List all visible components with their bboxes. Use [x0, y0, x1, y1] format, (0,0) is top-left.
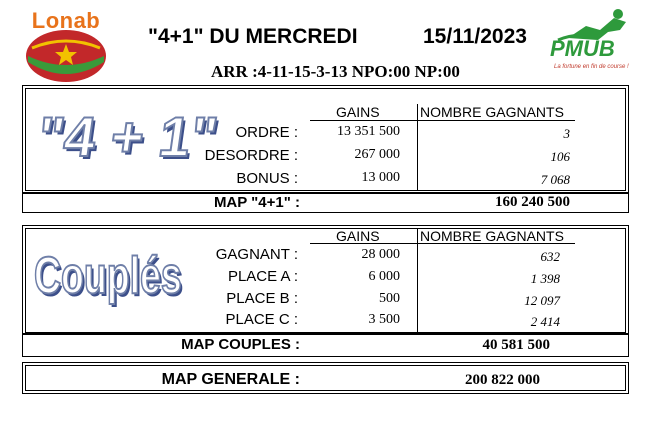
col-header-gagnants: NOMBRE GAGNANTS [420, 104, 564, 120]
row-gains: 6 000 [368, 269, 400, 284]
row-gains: 28 000 [361, 247, 400, 262]
pmub-tagline: La fortune en fin de course ! [554, 64, 629, 70]
pmub-wordmark: PMUB [550, 36, 615, 61]
col-header-gagnants: NOMBRE GAGNANTS [420, 228, 564, 244]
row-gains: 13 000 [361, 170, 400, 185]
row-gains: 267 000 [354, 147, 400, 162]
map-generale-label: MAP GENERALE : [161, 371, 300, 388]
row-label: DESORDRE : [204, 147, 298, 164]
row-label: GAGNANT : [215, 246, 298, 263]
row-gagnants: 3 [563, 126, 570, 141]
lonab-wordmark: Lonab [31, 8, 101, 33]
map-couples-divider [22, 333, 629, 335]
section-couples-art-title: Couplés [34, 247, 182, 305]
row-label: BONUS : [236, 170, 298, 187]
pmub-logo [548, 4, 648, 86]
row-gagnants: 106 [550, 149, 570, 164]
row-gagnants: 632 [540, 249, 560, 264]
map-couples-value: 40 581 500 [482, 337, 550, 353]
map-41-value: 160 240 500 [495, 194, 570, 210]
col-header-gains: GAINS [336, 104, 380, 120]
row-label: PLACE A : [227, 268, 298, 285]
row-gagnants: 12 097 [524, 293, 560, 308]
map-couples-label: MAP COUPLES : [181, 336, 300, 353]
row-label: PLACE C : [225, 311, 298, 328]
row-gains: 3 500 [368, 312, 400, 327]
col-divider [417, 104, 418, 190]
section-41-art-title: "4 + 1" [33, 105, 222, 168]
row-gagnants: 1 398 [530, 271, 560, 286]
arrivee-line: ARR :4-11-15-3-13 NPO:00 NP:00 [211, 62, 460, 81]
col-header-gains: GAINS [336, 228, 380, 244]
row-gains: 13 351 500 [337, 124, 400, 139]
draw-date: 15/11/2023 [423, 25, 527, 48]
page-title: "4+1" DU MERCREDI [148, 25, 358, 48]
row-gains: 500 [379, 291, 400, 306]
row-label: ORDRE : [235, 124, 298, 141]
map-generale-value: 200 822 000 [465, 372, 540, 388]
lonab-logo [22, 4, 110, 84]
header-underline [310, 120, 575, 121]
row-gagnants: 2 414 [530, 314, 560, 329]
row-label: PLACE B : [226, 290, 298, 307]
row-gagnants: 7 068 [540, 172, 570, 187]
map-41-label: MAP "4+1" : [213, 194, 300, 211]
